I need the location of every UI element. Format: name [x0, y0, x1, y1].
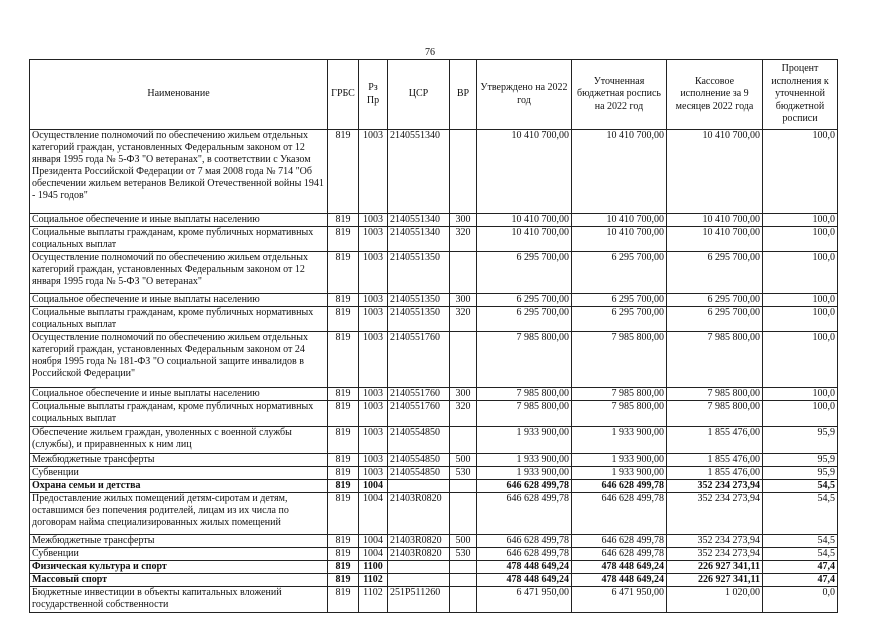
cell-vr: [450, 332, 477, 388]
cell-approved: 646 628 499,78: [477, 493, 572, 535]
cell-percent: 95,9: [763, 427, 838, 454]
table-row: [30, 587, 838, 613]
cell-refined: 1 933 900,00: [572, 454, 667, 467]
cell-name: Социальное обеспечение и иные выплаты населению: [30, 294, 328, 307]
header-refined: Уточненная бюджетная роспись на 2022 год: [572, 60, 667, 130]
table-row: [30, 332, 838, 388]
cell-approved: 478 448 649,24: [477, 574, 572, 587]
cell-percent: 95,9: [763, 467, 838, 480]
cell-vr: 320: [450, 227, 477, 252]
cell-approved: 10 410 700,00: [477, 227, 572, 252]
cell-refined: 1 933 900,00: [572, 467, 667, 480]
cell-refined: 10 410 700,00: [572, 214, 667, 227]
cell-csr: 2140551760: [388, 388, 450, 401]
cell-csr: 2140554850: [388, 467, 450, 480]
cell-rzpr: 1003: [359, 307, 388, 332]
table-row: [30, 493, 838, 535]
table-row: [30, 401, 838, 427]
cell-vr: 530: [450, 467, 477, 480]
cell-grbs: 819: [328, 587, 359, 613]
cell-cash: 352 234 273,94: [667, 480, 763, 493]
cell-grbs: 819: [328, 454, 359, 467]
cell-cash: 10 410 700,00: [667, 130, 763, 214]
cell-cash: 1 855 476,00: [667, 427, 763, 454]
cell-csr: [388, 574, 450, 587]
cell-grbs: 819: [328, 548, 359, 561]
cell-cash: 7 985 800,00: [667, 388, 763, 401]
cell-grbs: 819: [328, 332, 359, 388]
header-name: Наименование: [30, 60, 328, 130]
cell-vr: 320: [450, 307, 477, 332]
table-header-row: [30, 60, 838, 130]
table-row: [30, 454, 838, 467]
cell-name: Обеспечение жильем граждан, уволенных с военной службы (службы), и приравненных к ним лиц: [30, 427, 328, 454]
cell-vr: 300: [450, 294, 477, 307]
page-number: 76: [425, 47, 435, 58]
cell-approved: 1 933 900,00: [477, 454, 572, 467]
cell-percent: 54,5: [763, 493, 838, 535]
cell-percent: 95,9: [763, 454, 838, 467]
cell-refined: 10 410 700,00: [572, 130, 667, 214]
cell-approved: 6 295 700,00: [477, 252, 572, 294]
cell-rzpr: 1003: [359, 401, 388, 427]
cell-csr: 2140551340: [388, 130, 450, 214]
cell-vr: [450, 561, 477, 574]
cell-vr: [450, 427, 477, 454]
cell-approved: 6 295 700,00: [477, 294, 572, 307]
cell-percent: 100,0: [763, 130, 838, 214]
cell-grbs: 819: [328, 467, 359, 480]
header-percent: Процент исполнения к уточненной бюджетной росписи: [763, 60, 838, 130]
cell-rzpr: 1003: [359, 294, 388, 307]
table-row: [30, 388, 838, 401]
cell-percent: 54,5: [763, 535, 838, 548]
cell-name: Бюджетные инвестиции в объекты капитальных вложений государственной собственности: [30, 587, 328, 613]
cell-refined: 6 295 700,00: [572, 307, 667, 332]
table-row: [30, 294, 838, 307]
cell-refined: 1 933 900,00: [572, 427, 667, 454]
cell-csr: 2140554850: [388, 427, 450, 454]
cell-rzpr: 1003: [359, 227, 388, 252]
cell-percent: 47,4: [763, 574, 838, 587]
cell-cash: 352 234 273,94: [667, 548, 763, 561]
cell-percent: 54,5: [763, 548, 838, 561]
cell-refined: 7 985 800,00: [572, 388, 667, 401]
cell-name: Осуществление полномочий по обеспечению жильем отдельных категорий граждан, установленных Федеральным законом от 12 января 1995 года № 5-ФЗ "О ветеранах", в соответствии с Указом Президента Российской Федерации от 7 мая 2008 года № 714 "Об обеспечении жильем ветеранов Великой Отечественной войны 1941 - 1945 годов": [30, 130, 328, 214]
table-row: [30, 467, 838, 480]
cell-csr: [388, 480, 450, 493]
cell-grbs: 819: [328, 535, 359, 548]
cell-approved: 7 985 800,00: [477, 388, 572, 401]
cell-percent: 100,0: [763, 307, 838, 332]
cell-rzpr: 1102: [359, 587, 388, 613]
cell-csr: 2140551340: [388, 227, 450, 252]
cell-vr: 500: [450, 454, 477, 467]
cell-grbs: 819: [328, 388, 359, 401]
cell-cash: 352 234 273,94: [667, 535, 763, 548]
table-row: [30, 480, 838, 493]
table-row: [30, 535, 838, 548]
cell-vr: 320: [450, 401, 477, 427]
cell-approved: 1 933 900,00: [477, 467, 572, 480]
cell-vr: [450, 574, 477, 587]
cell-percent: 100,0: [763, 388, 838, 401]
table-row: [30, 307, 838, 332]
cell-approved: 646 628 499,78: [477, 480, 572, 493]
cell-approved: 646 628 499,78: [477, 535, 572, 548]
cell-vr: [450, 252, 477, 294]
cell-rzpr: 1003: [359, 427, 388, 454]
table-row: [30, 130, 838, 214]
cell-approved: 10 410 700,00: [477, 214, 572, 227]
cell-refined: 646 628 499,78: [572, 548, 667, 561]
cell-approved: 478 448 649,24: [477, 561, 572, 574]
cell-cash: 1 020,00: [667, 587, 763, 613]
table-row: [30, 227, 838, 252]
cell-cash: 352 234 273,94: [667, 493, 763, 535]
cell-csr: 2140551340: [388, 214, 450, 227]
cell-refined: 478 448 649,24: [572, 561, 667, 574]
cell-vr: 530: [450, 548, 477, 561]
cell-cash: 6 295 700,00: [667, 252, 763, 294]
cell-cash: 1 855 476,00: [667, 467, 763, 480]
cell-csr: 21403R0820: [388, 493, 450, 535]
cell-approved: 646 628 499,78: [477, 548, 572, 561]
cell-rzpr: 1003: [359, 214, 388, 227]
cell-rzpr: 1003: [359, 388, 388, 401]
cell-grbs: 819: [328, 307, 359, 332]
budget-table: [29, 59, 838, 613]
cell-csr: 251P511260: [388, 587, 450, 613]
cell-percent: 100,0: [763, 294, 838, 307]
cell-vr: [450, 587, 477, 613]
cell-approved: 10 410 700,00: [477, 130, 572, 214]
table-row: [30, 214, 838, 227]
cell-rzpr: 1004: [359, 548, 388, 561]
cell-rzpr: 1003: [359, 130, 388, 214]
table-row: [30, 427, 838, 454]
cell-approved: 7 985 800,00: [477, 401, 572, 427]
cell-refined: 646 628 499,78: [572, 480, 667, 493]
cell-cash: 226 927 341,11: [667, 561, 763, 574]
table-row: [30, 574, 838, 587]
cell-name: Социальное обеспечение и иные выплаты населению: [30, 388, 328, 401]
cell-rzpr: 1004: [359, 493, 388, 535]
cell-name: Осуществление полномочий по обеспечению жильем отдельных категорий граждан, установленных Федеральным законом от 24 ноября 1995 года № 181-ФЗ "О социальной защите инвалидов в Российской Федерации": [30, 332, 328, 388]
cell-percent: 100,0: [763, 401, 838, 427]
cell-grbs: 819: [328, 214, 359, 227]
cell-csr: 21403R0820: [388, 535, 450, 548]
cell-grbs: 819: [328, 480, 359, 493]
header-rzpr: Рз Пр: [359, 60, 388, 130]
cell-grbs: 819: [328, 227, 359, 252]
cell-name: Социальные выплаты гражданам, кроме публичных нормативных социальных выплат: [30, 227, 328, 252]
cell-grbs: 819: [328, 574, 359, 587]
header-csr: ЦСР: [388, 60, 450, 130]
cell-percent: 100,0: [763, 227, 838, 252]
cell-cash: 6 295 700,00: [667, 294, 763, 307]
table-row: [30, 561, 838, 574]
cell-csr: 2140551760: [388, 401, 450, 427]
header-grbs: ГРБС: [328, 60, 359, 130]
cell-rzpr: 1003: [359, 467, 388, 480]
cell-vr: 500: [450, 535, 477, 548]
cell-vr: 300: [450, 214, 477, 227]
cell-refined: 6 295 700,00: [572, 294, 667, 307]
cell-csr: 2140551350: [388, 307, 450, 332]
cell-cash: 226 927 341,11: [667, 574, 763, 587]
header-vr: ВР: [450, 60, 477, 130]
cell-name: Предоставление жилых помещений детям-сиротам и детям, оставшимся без попечения родителей, лицам из их числа по договорам найма специализированных жилых помещений: [30, 493, 328, 535]
cell-refined: 7 985 800,00: [572, 332, 667, 388]
cell-cash: 10 410 700,00: [667, 214, 763, 227]
cell-percent: 54,5: [763, 480, 838, 493]
cell-vr: [450, 480, 477, 493]
cell-grbs: 819: [328, 427, 359, 454]
cell-csr: 2140551350: [388, 294, 450, 307]
cell-csr: 2140551760: [388, 332, 450, 388]
cell-cash: 1 855 476,00: [667, 454, 763, 467]
cell-cash: 6 295 700,00: [667, 307, 763, 332]
cell-csr: 2140551350: [388, 252, 450, 294]
cell-approved: 1 933 900,00: [477, 427, 572, 454]
cell-grbs: 819: [328, 294, 359, 307]
cell-vr: [450, 493, 477, 535]
cell-name: Межбюджетные трансферты: [30, 454, 328, 467]
cell-rzpr: 1100: [359, 561, 388, 574]
cell-grbs: 819: [328, 130, 359, 214]
cell-grbs: 819: [328, 252, 359, 294]
cell-vr: 300: [450, 388, 477, 401]
cell-name: Субвенции: [30, 467, 328, 480]
cell-name: Социальные выплаты гражданам, кроме публичных нормативных социальных выплат: [30, 401, 328, 427]
cell-cash: 7 985 800,00: [667, 401, 763, 427]
header-cash: Кассовое исполнение за 9 месяцев 2022 года: [667, 60, 763, 130]
cell-percent: 100,0: [763, 252, 838, 294]
cell-name: Массовый спорт: [30, 574, 328, 587]
cell-name: Социальное обеспечение и иные выплаты населению: [30, 214, 328, 227]
cell-refined: 10 410 700,00: [572, 227, 667, 252]
table-row: [30, 252, 838, 294]
cell-percent: 47,4: [763, 561, 838, 574]
cell-name: Межбюджетные трансферты: [30, 535, 328, 548]
cell-approved: 6 471 950,00: [477, 587, 572, 613]
cell-name: Социальные выплаты гражданам, кроме публичных нормативных социальных выплат: [30, 307, 328, 332]
cell-percent: 0,0: [763, 587, 838, 613]
cell-percent: 100,0: [763, 214, 838, 227]
cell-approved: 7 985 800,00: [477, 332, 572, 388]
cell-refined: 646 628 499,78: [572, 535, 667, 548]
cell-grbs: 819: [328, 493, 359, 535]
cell-grbs: 819: [328, 561, 359, 574]
cell-csr: 21403R0820: [388, 548, 450, 561]
cell-name: Субвенции: [30, 548, 328, 561]
cell-rzpr: 1003: [359, 252, 388, 294]
cell-name: Осуществление полномочий по обеспечению жильем отдельных категорий граждан, установленных Федеральным законом от 12 января 1995 года № 5-ФЗ "О ветеранах": [30, 252, 328, 294]
cell-grbs: 819: [328, 401, 359, 427]
cell-refined: 7 985 800,00: [572, 401, 667, 427]
cell-name: Физическая культура и спорт: [30, 561, 328, 574]
cell-rzpr: 1004: [359, 535, 388, 548]
cell-refined: 646 628 499,78: [572, 493, 667, 535]
cell-rzpr: 1004: [359, 480, 388, 493]
table-body: [30, 130, 838, 613]
cell-rzpr: 1003: [359, 332, 388, 388]
cell-refined: 6 471 950,00: [572, 587, 667, 613]
cell-rzpr: 1102: [359, 574, 388, 587]
cell-cash: 7 985 800,00: [667, 332, 763, 388]
cell-approved: 6 295 700,00: [477, 307, 572, 332]
cell-percent: 100,0: [763, 332, 838, 388]
cell-refined: 478 448 649,24: [572, 574, 667, 587]
cell-csr: 2140554850: [388, 454, 450, 467]
cell-vr: [450, 130, 477, 214]
cell-cash: 10 410 700,00: [667, 227, 763, 252]
cell-csr: [388, 561, 450, 574]
table-row: [30, 548, 838, 561]
cell-rzpr: 1003: [359, 454, 388, 467]
cell-refined: 6 295 700,00: [572, 252, 667, 294]
cell-name: Охрана семьи и детства: [30, 480, 328, 493]
header-approved: Утверждено на 2022 год: [477, 60, 572, 130]
